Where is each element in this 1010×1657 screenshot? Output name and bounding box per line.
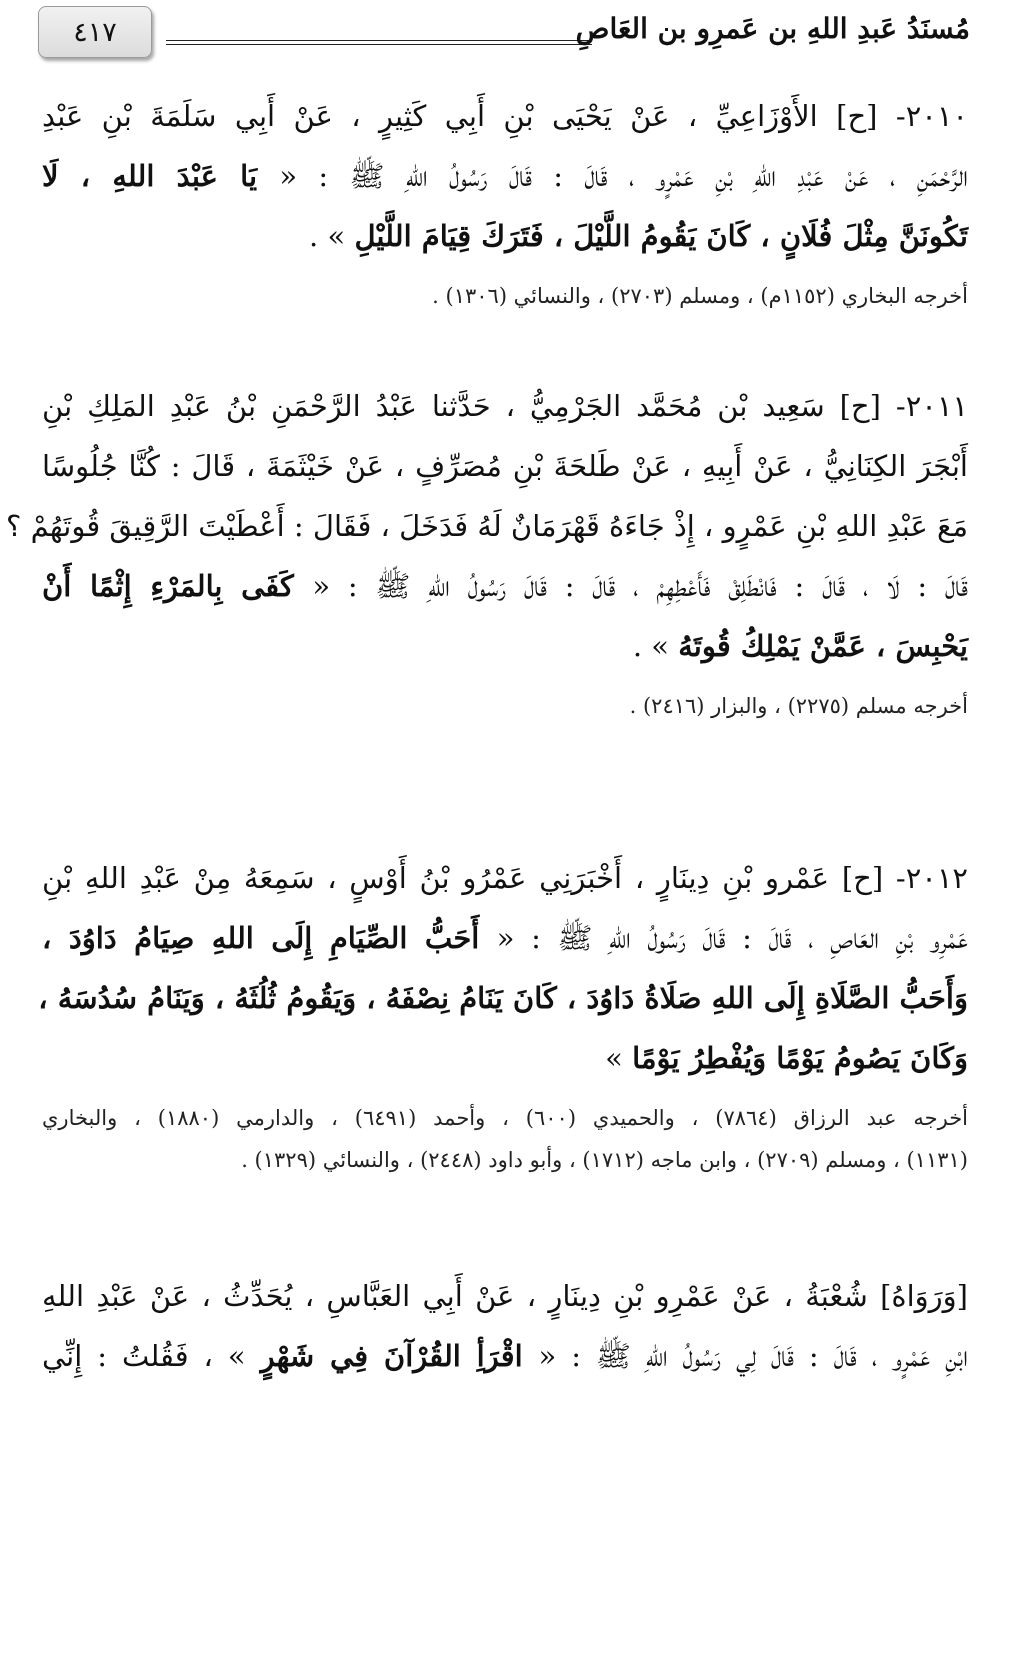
takhrij-citation: أخرجه مسلم (٢٢٧٥) ، والبزار (٢٤١٦) . (629, 694, 968, 718)
hadith-line (42, 616, 968, 676)
hadith-line (42, 146, 968, 206)
takhrij-citation: أخرجه عبد الرزاق (٧٨٦٤) ، والحميدي (٦٠٠) ، وأحمد (٦٤٩١) ، والدارمي (١٨٨٠) ، والبخاري (42, 1106, 969, 1130)
hadith-line (42, 206, 968, 266)
takhrij-citation: أخرجه البخاري (١١٥٢م) ، ومسلم (٢٧٠٣) ، والنسائي (١٣٠٦) . (432, 284, 968, 308)
continuation-text: » ، فَقُلتُ : إِنِّي (42, 1339, 261, 1373)
matn-text: يَحْبِسَ ، عَمَّنْ يَمْلِكُ قُوتَهُ (678, 629, 968, 663)
header-rule-thin (166, 44, 592, 45)
hadith-line: وَأَحَبُّ الصَّلَاةِ إِلَى اللهِ صَلَاةُ دَاوُدَ ، كَانَ يَنَامُ نِصْفَهُ ، وَيَقُومُ ثُلُثَهُ ، وَيَنَامُ سُدُسَهُ ، (38, 981, 968, 1015)
closing-quote: » (605, 1041, 633, 1075)
hadith-line: [وَرَوَاهُ] شُعْبَةُ ، عَنْ عَمْرِو بْنِ دِينَارٍ ، عَنْ أَبِي العَبَّاسِ ، يُحَدِّثُ ، عَنْ عَبْدِ اللهِ (42, 1279, 968, 1313)
hadith-line: ٢٠١١- [ح] سَعِيد بْن مُحَمَّد الجَرْمِيُّ ، حَدَّثنا عَبْدُ الرَّحْمَنِ بْنُ عَبْدِ المَلِكِ بْنِ (42, 389, 968, 423)
isnad-text: ابْنِ عَمْرٍو ، قَالَ : قَالَ لِي رَسُولُ اللهِ ﷺ : « (538, 1339, 969, 1373)
isnad-text: عَمْرِو بْنِ العَاصِ ، قَالَ : قَالَ رَسُولُ اللهِ ﷺ : « (496, 921, 968, 955)
hadith-line: أَبْجَرَ الكِنَانِيُّ ، عَنْ أَبِيهِ ، عَنْ طَلحَةَ بْنِ مُصَرِّفٍ ، عَنْ خَيْثَمَةَ ، قَالَ : كُنَّا جُلُوسًا (42, 449, 968, 483)
hadith-line (42, 556, 968, 616)
matn-text: تَكُونَنَّ مِثْلَ فُلَانٍ ، كَانَ يَقُومُ اللَّيْلَ ، فَتَرَكَ قِيَامَ اللَّيْلِ (354, 219, 968, 253)
closing-quote: » . (309, 219, 355, 253)
matn-text: أَحَبُّ الصِّيَامِ إِلَى اللهِ صِيَامُ دَاوُدَ ، (42, 921, 497, 955)
hadith-line (42, 1326, 968, 1386)
hadith-line (42, 908, 968, 968)
page-number-tab (38, 6, 152, 58)
isnad-text: قَالَ : لَا ، قَالَ : فَانْطَلِقْ فَأَعْطِهِمْ ، قَالَ : قَالَ رَسُولُ اللهِ ﷺ : « (312, 569, 969, 603)
matn-text: يَا عَبْدَ اللهِ ، لَا (42, 159, 280, 193)
closing-quote: » . (632, 629, 679, 663)
hadith-line: ٢٠١٢- [ح] عَمْرو بْنِ دِينَارٍ ، أَخْبَرَنِي عَمْرُو بْنُ أَوْسٍ ، سَمِعَهُ مِنْ عَبْدِ اللهِ بْنِ (42, 861, 968, 895)
isnad-text: الرَّحْمَنِ ، عَنْ عَبْدِ اللهِ بْنِ عَمْرٍو ، قَالَ : قَالَ رَسُولُ اللهِ ﷺ : « (279, 159, 968, 193)
hadith-line: ٢٠١٠- [ح] الأَوْزَاعِيِّ ، عَنْ يَحْيَى بْنِ أَبِي كَثِيرٍ ، عَنْ أَبِي سَلَمَةَ بْنِ عَبْدِ (42, 99, 968, 133)
hadith-line (42, 1028, 968, 1088)
takhrij-citation: (١١٣١) ، ومسلم (٢٧٠٩) ، وابن ماجه (١٧١٢) ، وأبو داود (٢٤٤٨) ، والنسائي (١٣٢٩) . (241, 1148, 968, 1172)
header-rule (166, 40, 592, 41)
matn-text: وَكَانَ يَصُومُ يَوْمًا وَيُفْطِرُ يَوْمًا (632, 1041, 968, 1075)
page-header (0, 0, 1010, 80)
matn-text: اقْرَأِ القُرْآنَ فِي شَهْرٍ (260, 1339, 539, 1373)
hadith-line: مَعَ عَبْدِ اللهِ بْنِ عَمْرٍو ، إِذْ جَاءَهُ قَهْرَمَانٌ لَهُ فَدَخَلَ ، فَقَالَ : أَعْطَيْتَ الرَّقِيقَ قُوتَهُمْ ؟ (5, 509, 968, 543)
page-number: ٤١٧ (73, 16, 117, 48)
running-title: مُسنَدُ عَبدِ اللهِ بن عَمرِو بن العَاصِ (575, 12, 970, 45)
matn-text: كَفَى بِالمَرْءِ إِثْمًا أَنْ (42, 569, 313, 603)
